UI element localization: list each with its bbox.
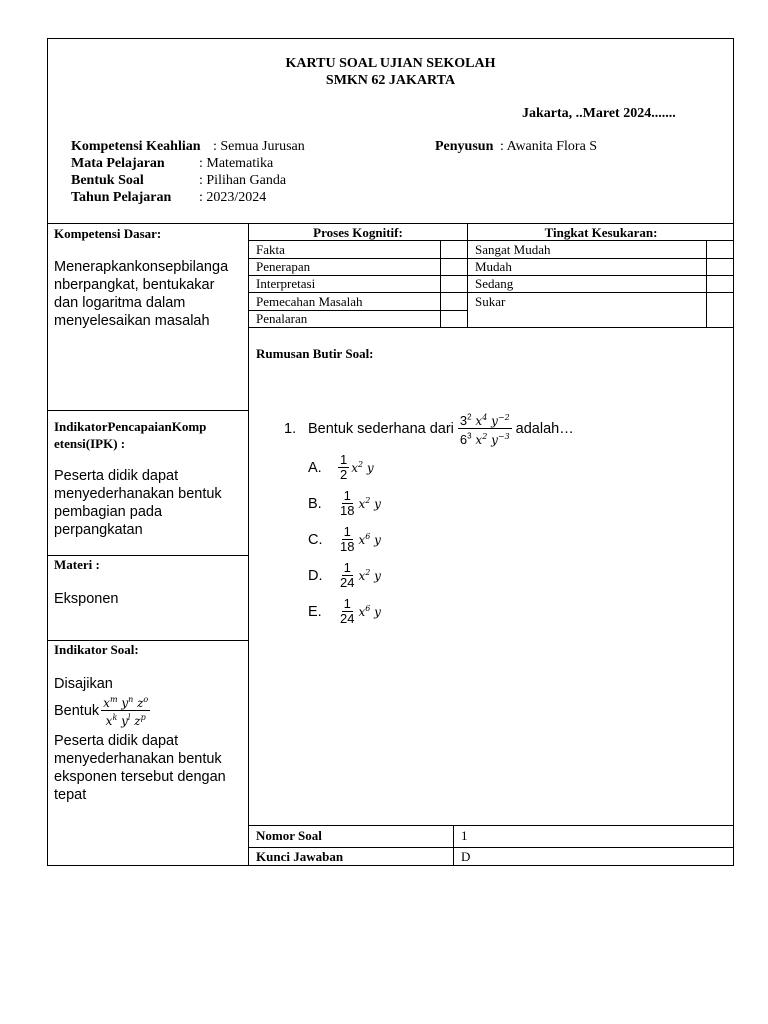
school-name: SMKN 62 JAKARTA	[325, 73, 456, 88]
tingkat-item-sukar: Sukar	[475, 294, 506, 309]
question-stem-prefix: Bentuk sederhana dari	[308, 420, 454, 437]
option-c-label: C.	[308, 531, 323, 548]
kompetensi-keahlian-value: : Semua Jurusan	[213, 139, 305, 154]
tahun-pelajaran-value: : 2023/2024	[199, 190, 267, 205]
indikator-text: Peserta didik dapat menyederhanakan bentuk eksponen tersebut dengan tepat	[54, 733, 226, 803]
option-a-label: A.	[308, 459, 322, 476]
materi-value: Eksponen	[54, 591, 119, 607]
tahun-pelajaran-label: Tahun Pelajaran	[71, 190, 172, 205]
kunci-jawaban-label: Kunci Jawaban	[256, 849, 344, 864]
option-e-label: E.	[308, 603, 322, 620]
nomor-soal-label: Nomor Soal	[256, 828, 322, 843]
nomor-soal-value: 1	[461, 828, 468, 843]
option-e[interactable]: E. $\frac{1}{24}$ $x^6$ y	[308, 596, 381, 626]
tingkat-kesukaran-heading: Tingkat Kesukaran:	[544, 225, 658, 240]
mata-pelajaran-value: : Matematika	[199, 156, 274, 171]
tingkat-item-sedang: Sedang	[475, 276, 514, 291]
option-b-label: B.	[308, 495, 322, 512]
kompetensi-dasar-text: Menerapkankonsepbilanga nberpangkat, bentukakar dan logaritma dalam menyelesaikan masalah	[54, 259, 229, 329]
tingkat-item-mudah: Mudah	[475, 259, 512, 274]
option-d[interactable]: D. $\frac{1}{24}$ $x^2$ y	[308, 560, 381, 590]
tingkat-item-sangat-mudah: Sangat Mudah	[475, 242, 551, 257]
date-line: Jakarta, ..Maret 2024.......	[522, 106, 676, 121]
indikator-fraction: $\frac{x^m y^n z^o}{x^k y^l z^p}$	[103, 695, 149, 728]
indikator-soal-heading: Indikator Soal:	[54, 642, 139, 657]
mata-pelajaran-label: Mata Pelajaran	[71, 156, 165, 171]
proses-item-pemecahan-masalah: Pemecahan Masalah	[256, 294, 363, 309]
question-stem-suffix: adalah…	[515, 420, 574, 437]
indikator-bentuk-label: Bentuk	[54, 702, 100, 719]
option-c[interactable]: C. $\frac{1}{18}$ $x^6$ y	[308, 524, 381, 554]
question-stem	[284, 411, 574, 447]
indikator-bentuk-expression	[54, 693, 152, 728]
option-d-label: D.	[308, 567, 323, 584]
proses-item-penalaran: Penalaran	[256, 311, 308, 326]
proses-item-fakta: Fakta	[256, 242, 285, 257]
option-b[interactable]: B. $\frac{1}{18}$ $x^2$ y	[308, 488, 381, 518]
question-number: 1.	[284, 420, 297, 437]
proses-kognitif-heading: Proses Kognitif:	[313, 225, 403, 240]
kompetensi-keahlian-label: Kompetensi Keahlian	[71, 139, 201, 154]
card-title: KARTU SOAL UJIAN SEKOLAH	[285, 56, 496, 71]
proses-item-penerapan: Penerapan	[256, 259, 311, 274]
kompetensi-dasar-heading: Kompetensi Dasar:	[54, 226, 162, 241]
ipk-text: Peserta didik dapat menyederhanakan bentuk pembagian pada perpangkatan	[54, 468, 222, 538]
proses-item-interpretasi: Interpretasi	[256, 276, 316, 291]
ipk-heading: IndikatorPencapaianKomp etensi(IPK) :	[54, 419, 207, 451]
bentuk-soal-label: Bentuk Soal	[71, 173, 144, 188]
penyusun-value: : Awanita Flora S	[500, 139, 598, 154]
kunci-jawaban-value: D	[461, 849, 471, 864]
rumusan-butir-soal-heading: Rumusan Butir Soal:	[256, 346, 374, 361]
bentuk-soal-value: : Pilihan Ganda	[199, 173, 287, 188]
materi-heading: Materi :	[54, 557, 100, 572]
penyusun-label: Penyusun	[435, 139, 494, 154]
option-a[interactable]: A. $\frac{1}{2}$ $x^2$ y	[308, 452, 374, 482]
question-fraction: $\frac{3^2 x^4 y^{-2}}{6^3 x^2 y^{-3}}$	[459, 413, 510, 447]
indikator-disajikan: Disajikan	[54, 676, 113, 692]
